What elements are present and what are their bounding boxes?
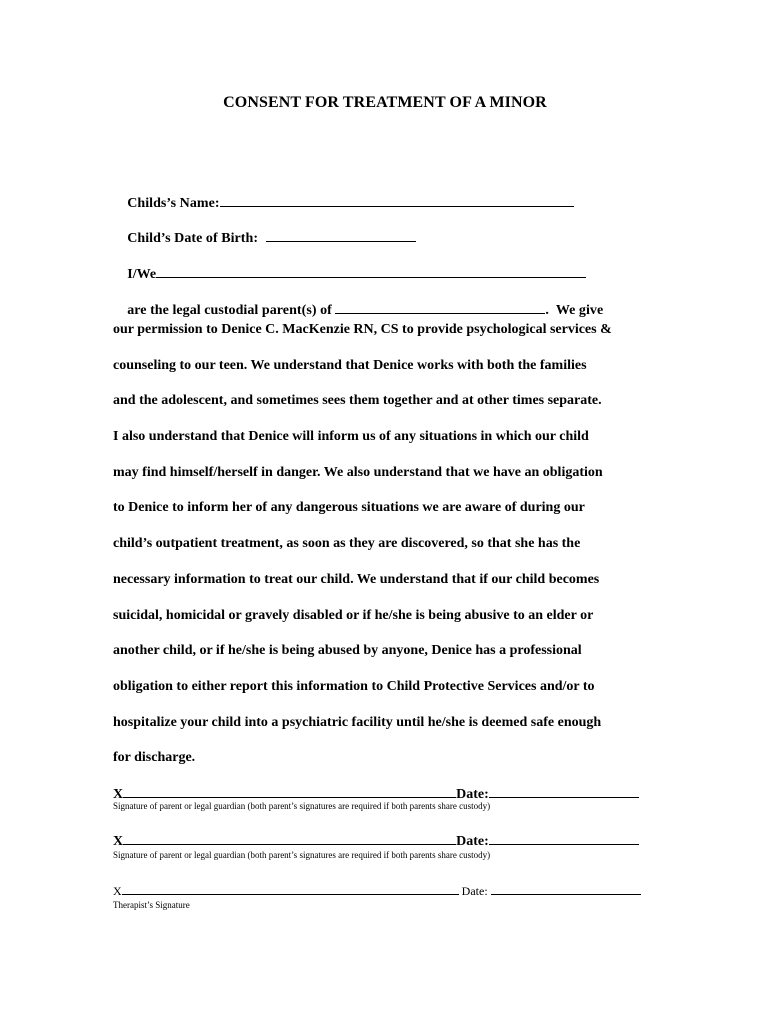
paragraph-line: hospitalize your child into a psychiatric facility until he/she is deemed safe enough <box>113 714 602 730</box>
paragraph-line: may find himself/herself in danger. We also understand that we have an obligation <box>113 464 603 480</box>
paragraph-line: I also understand that Denice will inform us of any situations in which our child <box>113 429 589 445</box>
therapist-signature-note: Therapist’s Signature <box>113 900 190 910</box>
iwe-label: I/We <box>127 267 157 282</box>
paragraph-line: to Denice to inform her of any dangerous situations we are aware of during our <box>113 500 585 516</box>
consent-paragraph <box>113 321 673 785</box>
therapist-date-field[interactable] <box>491 884 641 895</box>
therapist-date-label: Date: <box>461 884 488 898</box>
paragraph-line: obligation to either report this information to Child Protective Services and/or to <box>113 678 595 694</box>
signature-x-mark: X <box>113 834 124 849</box>
therapist-x-mark: X <box>113 884 122 898</box>
parent-date-field-1[interactable] <box>489 785 639 798</box>
parent-signature-note-1: Signature of parent or legal guardian (both parent’s signatures are required if both parents share custody) <box>113 801 491 811</box>
childs-name-field[interactable] <box>220 194 574 207</box>
dob-label: Child’s Date of Birth: <box>127 231 259 246</box>
custodial-suffix: . We give <box>545 303 604 318</box>
paragraph-line: another child, or if he/she is being abused by anyone, Denice has a professional <box>113 643 582 659</box>
paragraph-line: necessary information to treat our child. We understand that if our child becomes <box>113 571 600 587</box>
paragraph-line: counseling to our teen. We understand that Denice works with both the families <box>113 357 587 373</box>
signature-x-mark: X <box>113 787 124 802</box>
therapist-signature-row <box>113 884 641 899</box>
therapist-signature-field[interactable] <box>122 884 459 895</box>
parent-signature-field-1[interactable] <box>123 785 456 798</box>
paragraph-line: and the adolescent, and sometimes sees them together and at other times separate. <box>113 393 602 409</box>
parent-signature-row-2 <box>113 832 639 850</box>
minor-name-field[interactable] <box>335 301 545 314</box>
form-title: CONSENT FOR TREATMENT OF A MINOR <box>223 94 547 111</box>
paragraph-line: for discharge. <box>113 750 196 766</box>
paragraph-line: our permission to Denice C. MacKenzie RN, CS to provide psychological services & <box>113 322 612 337</box>
childs-name-label: Childs’s Name: <box>127 196 220 211</box>
iwe-field[interactable] <box>156 265 586 278</box>
paragraph-line: child’s outpatient treatment, as soon as they are discovered, so that she has the <box>113 536 581 552</box>
date-label: Date: <box>456 834 489 849</box>
parent-signature-note-2: Signature of parent or legal guardian (both parent’s signatures are required if both parents share custody) <box>113 850 491 860</box>
parent-date-field-2[interactable] <box>489 832 639 845</box>
date-label: Date: <box>456 787 489 802</box>
paragraph-line: suicidal, homicidal or gravely disabled or if he/she is being abusive to an elder or <box>113 607 594 623</box>
parent-signature-field-2[interactable] <box>123 832 456 845</box>
custodial-prefix: are the legal custodial parent(s) of <box>127 303 332 318</box>
dob-field[interactable] <box>266 229 416 242</box>
